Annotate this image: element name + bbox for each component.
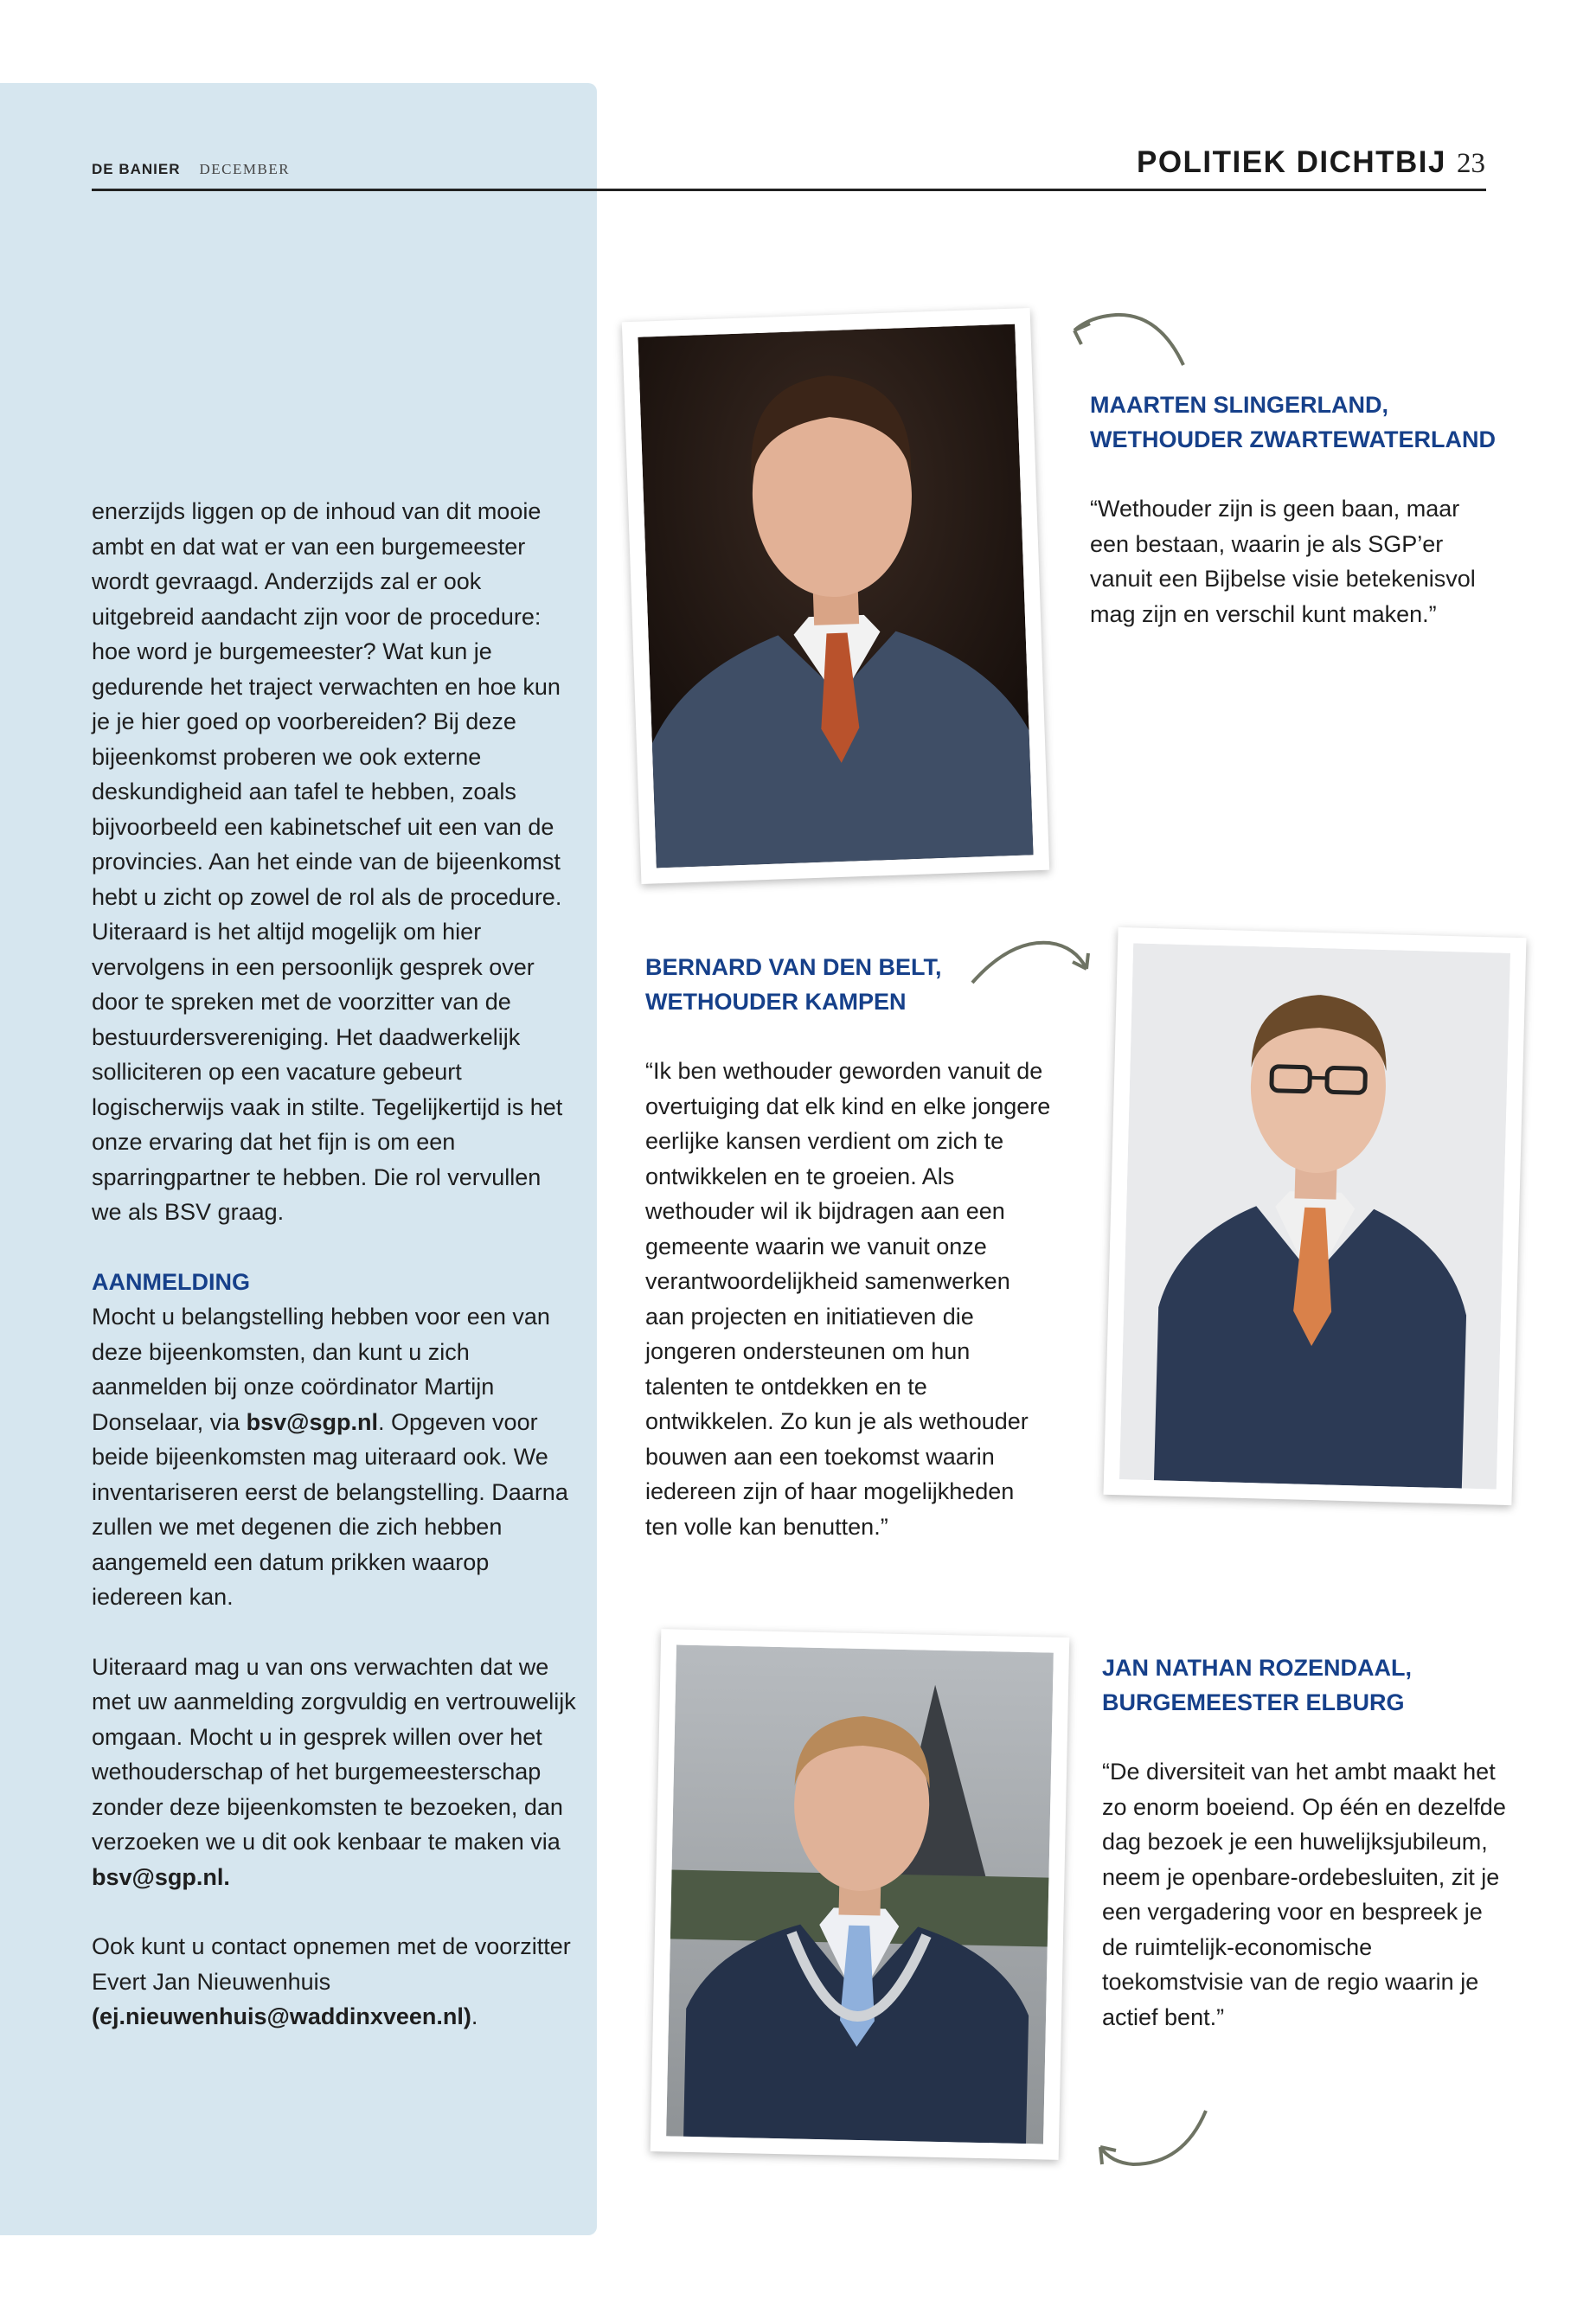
photo-jan-nathan-rozendaal xyxy=(651,1629,1070,2160)
email-link-bsv[interactable]: bsv@sgp.nl xyxy=(246,1408,378,1435)
section-title: POLITIEK DICHTBIJ xyxy=(1136,145,1446,179)
issue-month: DECEMBER xyxy=(199,161,291,177)
person-name: BERNARD VAN DEN BELT, xyxy=(645,954,942,980)
running-header-left xyxy=(92,161,290,178)
photo-bernard-van-den-belt xyxy=(1103,927,1526,1505)
contact-paragraph: Ook kunt u contact opnemen met de voorzitter Evert Jan Nieuwenhuis (ej.nieuwenhuis@waddinxveen.nl). xyxy=(92,1933,571,2029)
person-role: WETHOUDER KAMPEN xyxy=(645,989,907,1015)
person-name: JAN NATHAN ROZENDAAL, xyxy=(1102,1655,1412,1681)
curved-arrow-2 xyxy=(967,931,1097,1000)
photo-maarten-slingerland xyxy=(622,308,1049,884)
email-link-chair[interactable]: (ej.nieuwenhuis@waddinxveen.nl) xyxy=(92,2003,471,2029)
person-card-3 xyxy=(1102,1650,1509,2035)
running-header-right xyxy=(1137,145,1485,180)
portrait-image xyxy=(666,1644,1054,2144)
email-link-bsv-2[interactable]: bsv@sgp.nl. xyxy=(92,1863,230,1890)
person-quote: “Ik ben wethouder geworden vanuit de overtuiging dat elk kind en elke jongere eerlijke kansen verdient om zich te ontwikkelen en te groeien. Als wethouder wil ik bijdragen aan een gemeente waarin we vanuit onze verantwoordelijkheid samenwerken aan projecten en initiatieven die jongeren ondersteunen om hun talenten te ontdekken en te ontwikkelen. Zo kun je als wethouder bouwen aan een toekomst waarin iedereen zijn of haar mogelijkheden ten volle kan benutten.” xyxy=(645,1058,1051,1540)
magazine-name: DE BANIER xyxy=(92,161,181,177)
aanmelding-heading: AANMELDING xyxy=(92,1268,250,1295)
person-quote: “De diversiteit van het ambt maakt het zo enorm boeiend. Op één en dezelfde dag bezoek je een huwelijksjubileum, neem je openbare-ordebesluiten, zit je een vergadering voor en bespreek je de ruimtelijk-economische toekomstvisie van de regio waarin je actief bent.” xyxy=(1102,1759,1506,2030)
left-article-column xyxy=(92,494,576,2035)
person-quote: “Wethouder zijn is geen baan, maar een bestaan, waarin je als SGP’er vanuit een Bijbelse visie betekenisvol mag zijn en verschil kunt maken.” xyxy=(1090,496,1476,627)
person-card-2 xyxy=(645,950,1052,1544)
person-role: WETHOUDER ZWARTEWATERLAND xyxy=(1090,426,1496,452)
person-role: BURGEMEESTER ELBURG xyxy=(1102,1689,1405,1715)
confidentiality-paragraph: Uiteraard mag u van ons verwachten dat we met uw aanmelding zorgvuldig en vertrouwelijk omgaan. Mocht u in gesprek willen over het wethouderschap of het burgemeesterschap zonder deze bijeenkomsten te bezoeken, dan verzoeken we u dit ook kenbaar te maken via bsv@sgp.nl. xyxy=(92,1653,576,1890)
curved-arrow-3 xyxy=(1088,2102,1218,2180)
person-card-1 xyxy=(1090,388,1497,631)
intro-paragraph: enerzijds liggen op de inhoud van dit mooie ambt en dat wat er van een burgemeester wordt gevraagd. Anderzijds zal er ook uitgebreid aandacht zijn voor de procedure: hoe word je burgemeester? Wat kun je gedurende het traject verwachten en hoe kun je je hier goed op voorbereiden? Bij deze bijeenkomst proberen we ook externe deskundigheid aan tafel te hebben, zoals bijvoorbeeld een kabinetschef uit een van de provincies. Aan het einde van de bijeenkomst hebt u zicht op zowel de rol als de procedure. Uiteraard is het altijd mogelijk om hier vervolgens in een persoonlijk gesprek over door te spreken met de voorzitter van de bestuurdersvereniging. Het daadwerkelijk solliciteren op een vacature gebeurt logischerwijs vaak in stilte. Tegelijkertijd is het onze ervaring dat het fijn is om een sparringpartner te hebben. Die rol vervullen we als BSV graag. xyxy=(92,498,563,1225)
curved-arrow-1 xyxy=(1064,304,1194,374)
portrait-image xyxy=(1119,943,1510,1489)
portrait-image xyxy=(638,324,1033,868)
person-name: MAARTEN SLINGERLAND, xyxy=(1090,392,1388,418)
registration-paragraph: Mocht u belangstelling hebben voor een van deze bijeenkomsten, dan kunt u zich aanmelden bij onze coördinator Martijn Donselaar, via bsv@sgp.nl. Opgeven voor beide bijeenkomsten mag uiteraard ook. We inventariseren eerst de belangstelling. Daarna zullen we met degenen die zich hebben aangemeld een datum prikken waarop iedereen kan. xyxy=(92,1304,568,1610)
header-rule xyxy=(92,189,1486,191)
page-number: 23 xyxy=(1457,148,1485,179)
